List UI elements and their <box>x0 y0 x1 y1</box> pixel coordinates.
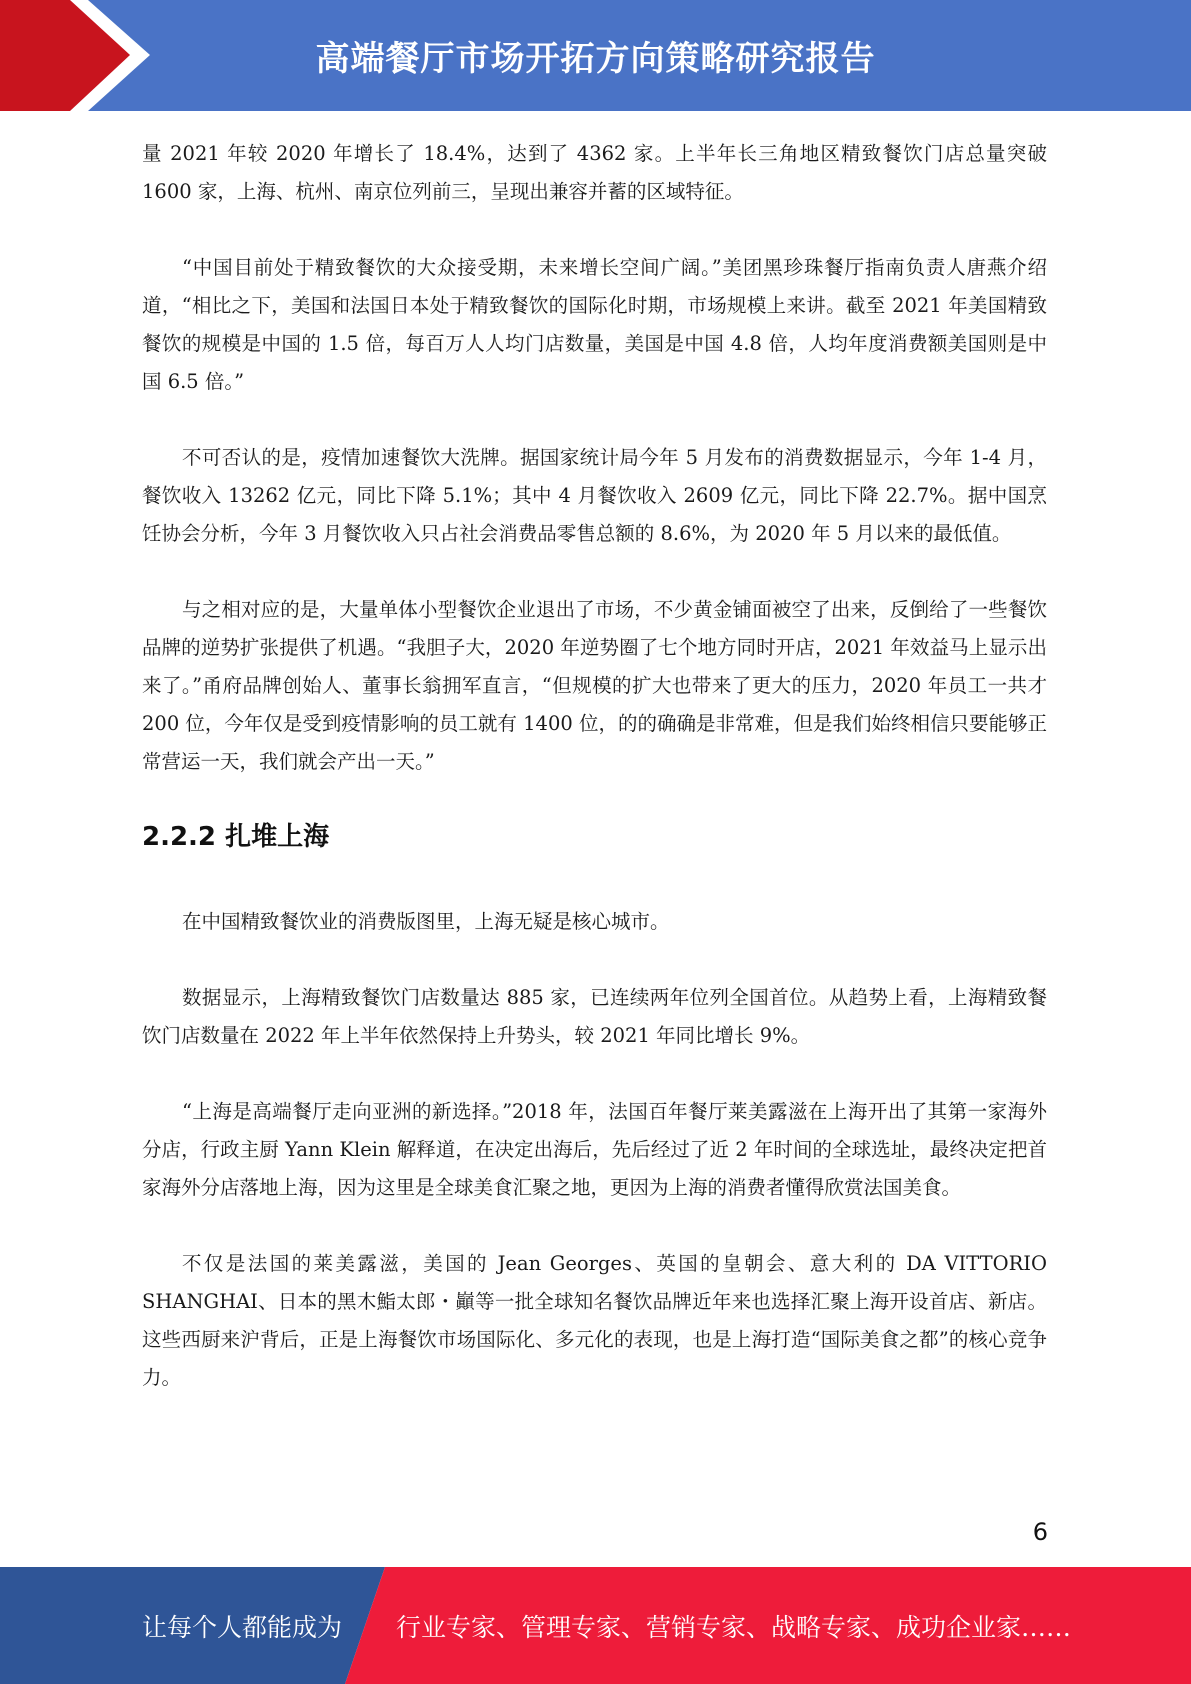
paragraph: 数据显示，上海精致餐饮门店数量达 885 家，已连续两年位列全国首位。从趋势上看，上海精致餐饮门店数量在 2022 年上半年依然保持上升势头，较 2021 年同比增长 9%。 <box>142 986 1047 1047</box>
footer-slogan-left: 让每个人都能成为 <box>142 1612 343 1642</box>
page-header <box>0 0 1191 111</box>
footer-slogan-right: 行业专家、管理专家、营销专家、战略专家、成功企业家…… <box>396 1612 1072 1642</box>
paragraph: “中国目前处于精致餐饮的大众接受期，未来增长空间广阔。”美团黑珍珠餐厅指南负责人唐燕介绍道，“相比之下，美国和法国日本处于精致餐饮的国际化时期，市场规模上来讲。截至 2021 年美国精致餐饮的规模是中国的 1.5 倍，每百万人人均门店数量，美国是中国 4.8 倍，人均年度消费额美国则是中国 6.5 倍。” <box>142 256 1047 393</box>
page-footer <box>0 1567 1191 1684</box>
paragraph: “上海是高端餐厅走向亚洲的新选择。”2018 年，法国百年餐厅莱美露滋在上海开出了其第一家海外分店，行政主厨 Yann Klein 解释道，在决定出海后，先后经过了近 2 年时间的全球选址，最终决定把首家海外分店落地上海，因为这里是全球美食汇聚之地，更因为上海的消费者懂得欣赏法国美食。 <box>142 1100 1047 1199</box>
paragraph: 在中国精致餐饮业的消费版图里，上海无疑是核心城市。 <box>182 910 670 933</box>
page-number: 6 <box>1032 1518 1048 1546</box>
paragraph: 不仅是法国的莱美露滋，美国的 Jean Georges、英国的皇朝会、意大利的 DA VITTORIO SHANGHAI、日本的黑木鮨太郎・巓等一批全球知名餐饮品牌近年来也选择汇聚上海开设首店、新店。这些西厨来沪背后，正是上海餐饮市场国际化、多元化的表现，也是上海打造“国际美食之都”的核心竞争力。 <box>142 1252 1047 1389</box>
section-heading: 2.2.2 扎堆上海 <box>142 822 330 852</box>
report-title: 高端餐厅市场开拓方向策略研究报告 <box>315 39 876 79</box>
paragraph: 量 2021 年较 2020 年增长了 18.4%，达到了 4362 家。上半年长三角地区精致餐饮门店总量突破 1600 家，上海、杭州、南京位列前三，呈现出兼容并蓄的区域特征。 <box>142 142 1047 203</box>
paragraph: 与之相对应的是，大量单体小型餐饮企业退出了市场，不少黄金铺面被空了出来，反倒给了一些餐饮品牌的逆势扩张提供了机遇。“我胆子大，2020 年逆势圈了七个地方同时开店，2021 年效益马上显示出来了。”甬府品牌创始人、董事长翁拥军直言，“但规模的扩大也带来了更大的压力，2020 年员工一共才 200 位，今年仅是受到疫情影响的员工就有 1400 位，的的确确是非常难，但是我们始终相信只要能够正常营运一天，我们就会产出一天。” <box>142 598 1047 773</box>
paragraph: 不可否认的是，疫情加速餐饮大洗牌。据国家统计局今年 5 月发布的消费数据显示，今年 1-4 月，餐饮收入 13262 亿元，同比下降 5.1%；其中 4 月餐饮收入 2609 亿元，同比下降 22.7%。据中国烹饪协会分析，今年 3 月餐饮收入只占社会消费品零售总额的 8.6%，为 2020 年 5 月以来的最低值。 <box>142 446 1047 545</box>
header-arrow-decoration <box>0 0 160 111</box>
document-body <box>142 135 1047 1435</box>
